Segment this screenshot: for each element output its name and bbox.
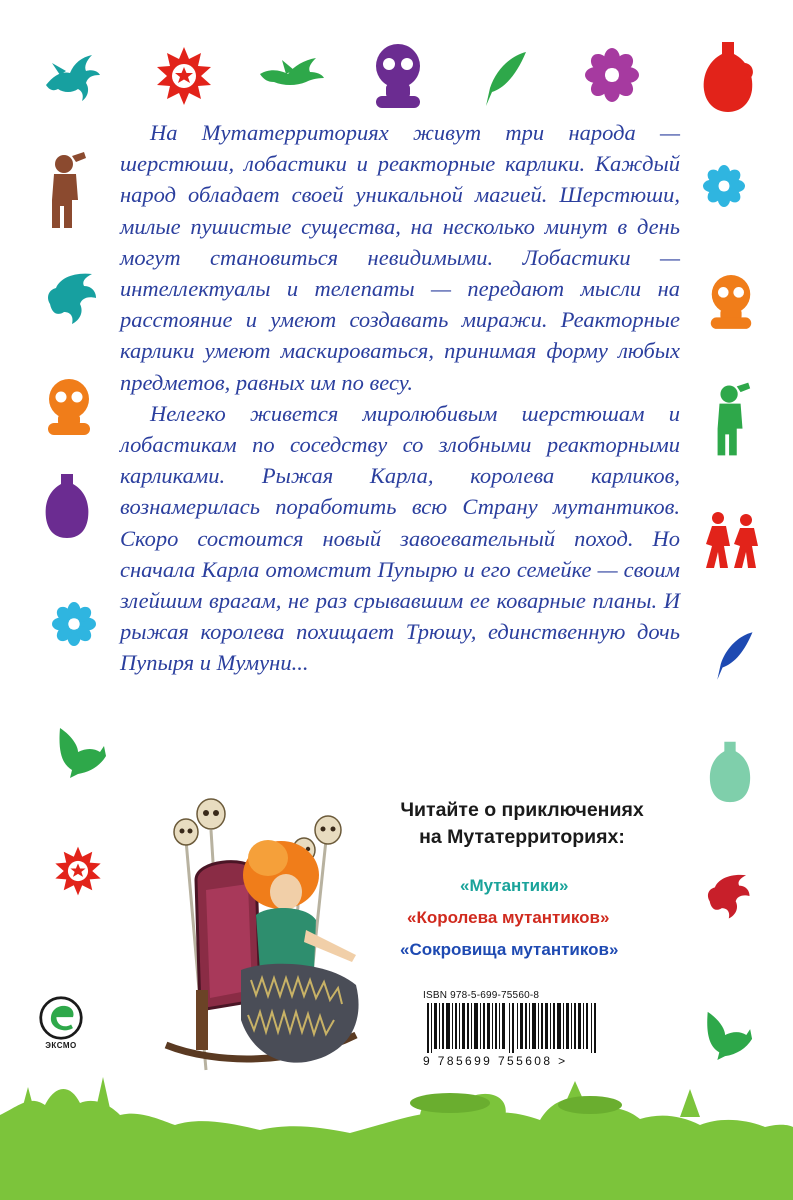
red-sun-icon: [153, 45, 215, 107]
running-children-icon: [700, 510, 766, 572]
mint-jug-creature-icon: [705, 738, 755, 804]
series-heading: [372, 797, 672, 851]
ground-landscape: [0, 1075, 793, 1200]
green-bird-icon: [52, 722, 108, 780]
feather-icon: [480, 48, 530, 110]
orange-skull-icon: [42, 375, 96, 437]
series-heading-line-2: на Мутатерриториях:: [419, 826, 625, 848]
flower-icon: [585, 48, 639, 102]
red-sun-icon-small: [52, 845, 104, 897]
blue-flower-icon: [52, 602, 96, 646]
skull-creature-icon: [368, 40, 428, 112]
dragon-icon: [40, 45, 104, 107]
purple-jug-creature-icon: [42, 470, 92, 540]
publisher-e-logo-icon: [38, 995, 84, 1041]
description-text: [120, 117, 680, 679]
series-book-3: «Сокровища мутантиков»: [400, 940, 619, 959]
series-book-2: «Королева мутантиков»: [407, 908, 610, 927]
blue-feather-icon: [712, 628, 756, 684]
orange-skull-icon-right: [705, 270, 757, 332]
red-jug-creature-icon: [700, 38, 756, 114]
skyblue-flower-icon: [703, 165, 745, 207]
barcode: [423, 1003, 605, 1053]
description-paragraph-2: Нелегко живется миролюбивым шерстюшам и лобастикам по соседству со злобными реакторными карликами. Рыжая Карла, королева карликов, вознамерилась поработить всю Страну мутантиков. Скоро состоится новый завоевательный поход. Но сначала Карла отомстит Пупырю и его семейке — своим злейшим врагам, не раз срывавшим ее коварные планы. И рыжая королева похищает Трюшу, единственную дочь Пупыря и Мумуни...: [120, 400, 680, 676]
green-caveman-icon: [708, 378, 754, 460]
flying-dragon-icon: [258, 52, 326, 92]
queen-illustration: [156, 790, 381, 1090]
winged-dragon-icon: [40, 268, 100, 328]
publisher-logo: [36, 995, 86, 1050]
isbn-block: [423, 990, 605, 1068]
publisher-name: ЭКСМО: [45, 1041, 77, 1050]
barcode-digits: 9 785699 755608 >: [423, 1054, 568, 1068]
caveman-icon: [42, 150, 90, 230]
series-heading-line-1: Читайте о приключениях: [400, 799, 644, 821]
red-winged-dragon-icon: [698, 870, 756, 922]
isbn-label: ISBN 978-5-699-75560-8: [423, 990, 540, 1001]
green-bird-icon-right: [700, 1005, 754, 1063]
series-book-1: «Мутантики»: [460, 876, 569, 895]
description-paragraph-1: На Мутатерриториях живут три народа — шерстюши, лобастики и реакторные карлики. Каждый народ обладает своей уникальной магией. Шерстюши, милые пушистые существа, на несколько минут в день могут становиться невидимыми. Лобастики — интеллектуалы и телепаты — передают мысли на расстояние и умеют создавать миражи. Реакторные карлики умеют маскироваться, принимая форму любых предметов, равных им по весу.: [120, 120, 680, 395]
